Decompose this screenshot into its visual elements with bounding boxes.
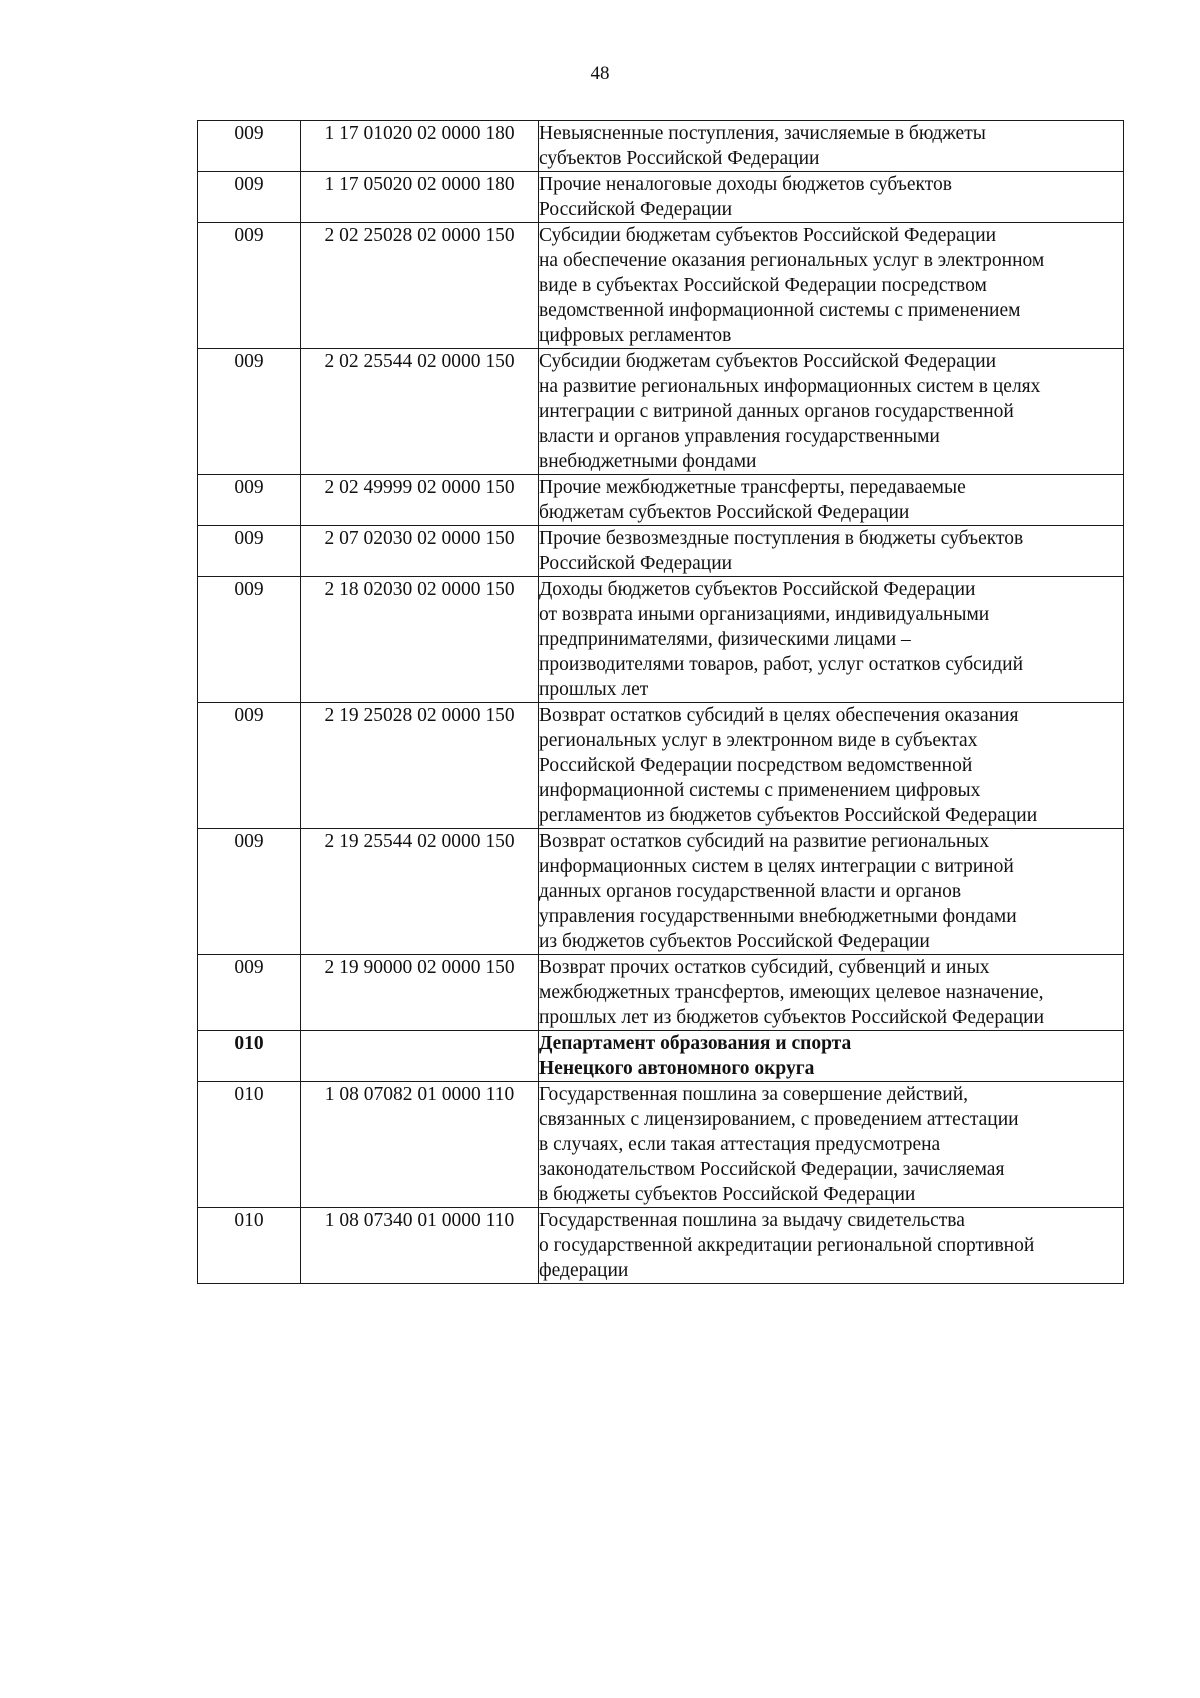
description-line: Российской Федерации — [539, 199, 733, 220]
description-line: на обеспечение оказания региональных услуг в электронном — [539, 250, 1045, 271]
table-row — [198, 1208, 1124, 1284]
budget-code-cell: 2 19 25544 02 0000 150 — [301, 829, 539, 955]
description-line: Государственная пошлина за совершение действий, — [539, 1084, 969, 1105]
description-line: в случаях, если такая аттестация предусмотрена — [539, 1134, 941, 1155]
table-row — [198, 577, 1124, 703]
description-line: власти и органов управления государственными — [539, 426, 940, 447]
description-line: данных органов государственной власти и органов — [539, 881, 962, 902]
description-line: на развитие региональных информационных систем в целях — [539, 376, 1041, 397]
description-line: информационной системы с применением цифровых — [539, 780, 981, 801]
description-line: Субсидии бюджетам субъектов Российской Федерации — [539, 351, 997, 372]
description-cell — [539, 121, 1124, 172]
description-line: из бюджетов субъектов Российской Федерации — [539, 931, 930, 952]
description-line: Субсидии бюджетам субъектов Российской Федерации — [539, 225, 997, 246]
description-cell — [539, 703, 1124, 829]
admin-code-cell: 009 — [198, 121, 301, 172]
table-row — [198, 223, 1124, 349]
admin-code-cell: 009 — [198, 475, 301, 526]
description-line: цифровых регламентов — [539, 325, 732, 346]
description-line: информационных систем в целях интеграции с витриной — [539, 856, 1014, 877]
description-line: ведомственной информационной системы с применением — [539, 300, 1021, 321]
budget-code-cell: 2 02 25544 02 0000 150 — [301, 349, 539, 475]
table-row — [198, 121, 1124, 172]
budget-code-cell: 2 02 49999 02 0000 150 — [301, 475, 539, 526]
description-line: Российской Федерации посредством ведомственной — [539, 755, 973, 776]
description-line: законодательством Российской Федерации, зачисляемая — [539, 1159, 1005, 1180]
budget-code-cell: 1 08 07340 01 0000 110 — [301, 1208, 539, 1284]
description-cell — [539, 1031, 1124, 1082]
description-line: связанных с лицензированием, с проведением аттестации — [539, 1109, 1019, 1130]
description-line: субъектов Российской Федерации — [539, 148, 820, 169]
description-line: Возврат остатков субсидий в целях обеспечения оказания — [539, 705, 1019, 726]
description-line: прошлых лет — [539, 679, 649, 700]
description-line: федерации — [539, 1260, 629, 1281]
table-row — [198, 703, 1124, 829]
description-line: Доходы бюджетов субъектов Российской Федерации — [539, 579, 976, 600]
description-line: Возврат остатков субсидий на развитие региональных — [539, 831, 990, 852]
admin-code-cell: 009 — [198, 577, 301, 703]
admin-code-cell: 009 — [198, 172, 301, 223]
description-cell — [539, 829, 1124, 955]
description-line: Прочие безвозмездные поступления в бюджеты субъектов — [539, 528, 1024, 549]
description-line: Невыясненные поступления, зачисляемые в бюджеты — [539, 123, 986, 144]
budget-code-cell: 2 18 02030 02 0000 150 — [301, 577, 539, 703]
description-line: Ненецкого автономного округа — [539, 1058, 815, 1079]
description-line: виде в субъектах Российской Федерации посредством — [539, 275, 987, 296]
budget-code-cell: 1 17 01020 02 0000 180 — [301, 121, 539, 172]
budget-code-cell: 1 08 07082 01 0000 110 — [301, 1082, 539, 1208]
description-line: Российской Федерации — [539, 553, 733, 574]
table-row — [198, 475, 1124, 526]
description-line: от возврата иными организациями, индивидуальными — [539, 604, 990, 625]
description-cell — [539, 1082, 1124, 1208]
description-line: предпринимателями, физическими лицами – — [539, 629, 911, 650]
table-row — [198, 349, 1124, 475]
budget-code-cell: 2 19 25028 02 0000 150 — [301, 703, 539, 829]
description-line: бюджетам субъектов Российской Федерации — [539, 502, 910, 523]
description-line: Департамент образования и спорта — [539, 1033, 852, 1054]
admin-code-cell: 009 — [198, 526, 301, 577]
budget-code-cell: 2 02 25028 02 0000 150 — [301, 223, 539, 349]
description-line: межбюджетных трансфертов, имеющих целевое назначение, — [539, 982, 1044, 1003]
table-row — [198, 1082, 1124, 1208]
description-line: интеграции с витриной данных органов государственной — [539, 401, 1014, 422]
description-line: прошлых лет из бюджетов субъектов Российской Федерации — [539, 1007, 1045, 1028]
description-line: Возврат прочих остатков субсидий, субвенций и иных — [539, 957, 990, 978]
description-cell — [539, 526, 1124, 577]
budget-code-cell: 2 19 90000 02 0000 150 — [301, 955, 539, 1031]
budget-code-cell: 1 17 05020 02 0000 180 — [301, 172, 539, 223]
admin-code-cell: 009 — [198, 703, 301, 829]
table-body — [198, 121, 1124, 1284]
description-line: производителями товаров, работ, услуг остатков субсидий — [539, 654, 1024, 675]
department-header-row — [198, 1031, 1124, 1082]
description-line: Прочие межбюджетные трансферты, передаваемые — [539, 477, 966, 498]
admin-code-cell: 009 — [198, 223, 301, 349]
admin-code-cell: 010 — [198, 1208, 301, 1284]
admin-code-cell: 010 — [198, 1082, 301, 1208]
admin-code-cell: 009 — [198, 829, 301, 955]
description-cell — [539, 475, 1124, 526]
description-line: управления государственными внебюджетными фондами — [539, 906, 1017, 927]
admin-code-cell: 010 — [198, 1031, 301, 1082]
description-cell — [539, 223, 1124, 349]
description-line: внебюджетными фондами — [539, 451, 757, 472]
description-line: регламентов из бюджетов субъектов Российской Федерации — [539, 805, 1038, 826]
budget-classification-table — [197, 120, 1124, 1284]
budget-code-cell: 2 07 02030 02 0000 150 — [301, 526, 539, 577]
admin-code-cell: 009 — [198, 349, 301, 475]
table-row — [198, 955, 1124, 1031]
table-row — [198, 829, 1124, 955]
table-row — [198, 526, 1124, 577]
admin-code-cell: 009 — [198, 955, 301, 1031]
page-number: 48 — [590, 63, 610, 84]
description-cell — [539, 349, 1124, 475]
budget-code-cell — [301, 1031, 539, 1082]
description-cell — [539, 172, 1124, 223]
description-line: региональных услуг в электронном виде в субъектах — [539, 730, 978, 751]
description-cell — [539, 1208, 1124, 1284]
table-row — [198, 172, 1124, 223]
description-cell — [539, 577, 1124, 703]
description-line: в бюджеты субъектов Российской Федерации — [539, 1184, 916, 1205]
description-cell — [539, 955, 1124, 1031]
description-line: о государственной аккредитации региональной спортивной — [539, 1235, 1035, 1256]
description-line: Государственная пошлина за выдачу свидетельства — [539, 1210, 965, 1231]
description-line: Прочие неналоговые доходы бюджетов субъектов — [539, 174, 952, 195]
